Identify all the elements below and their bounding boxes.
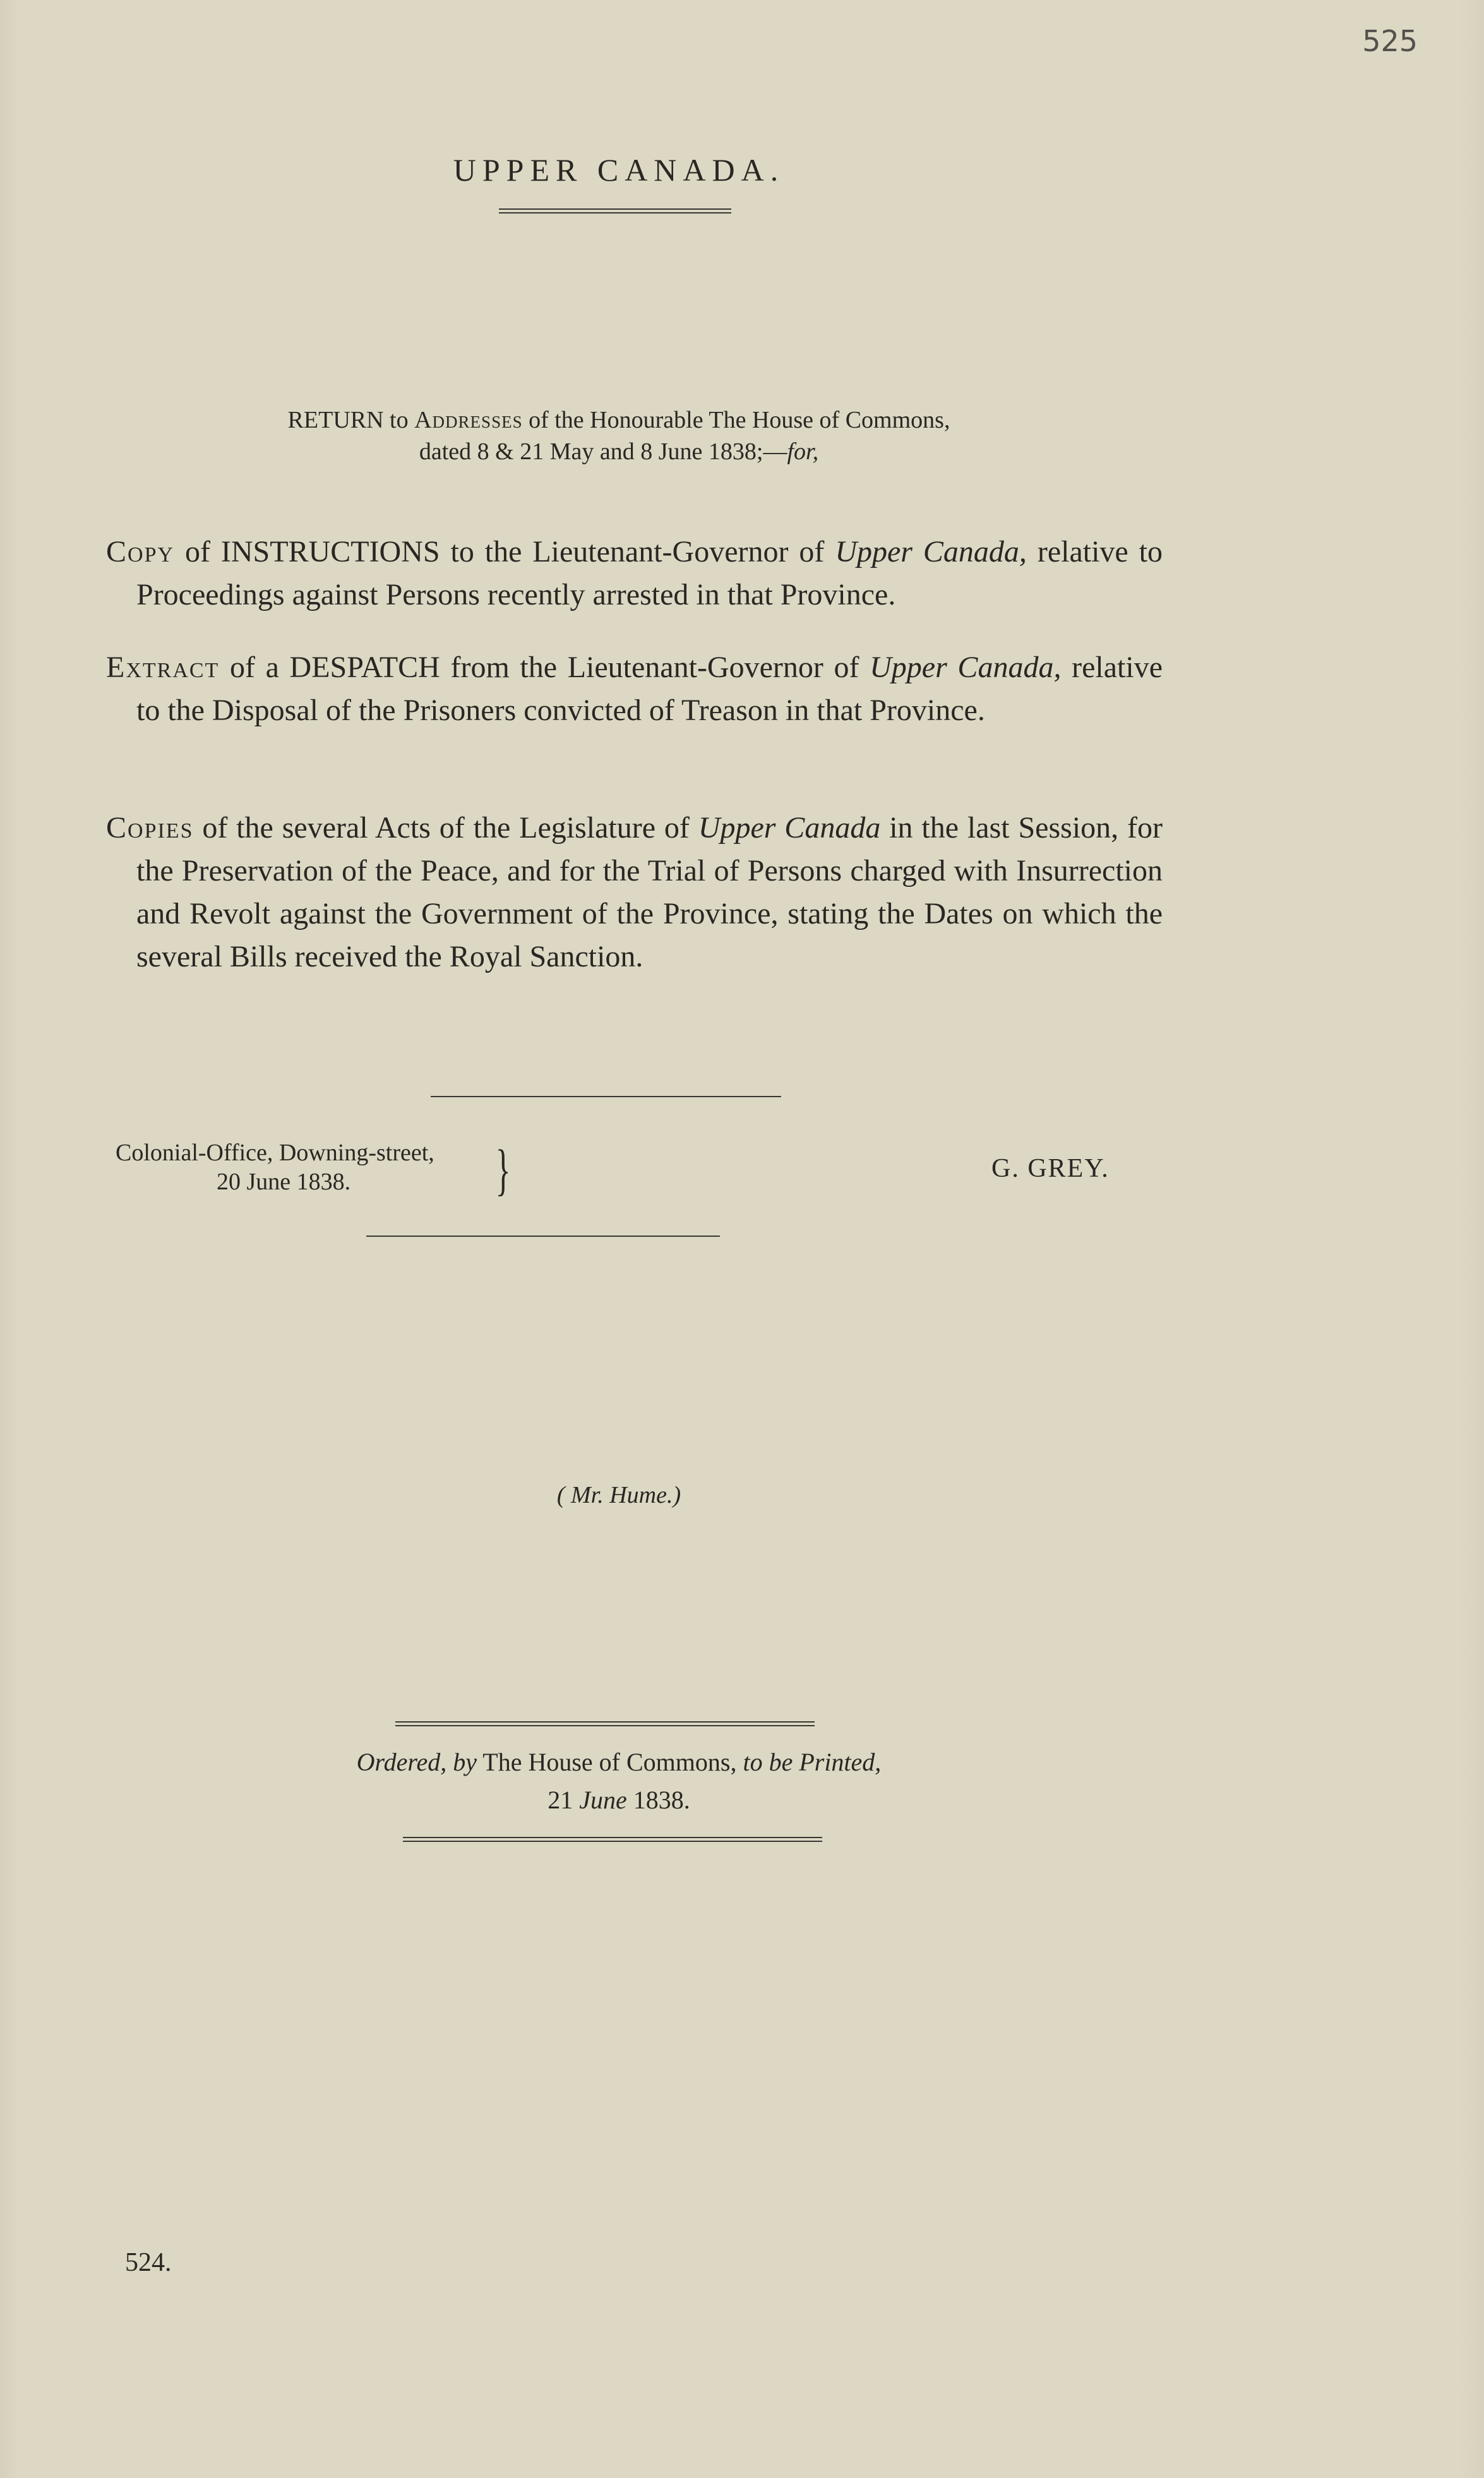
ordered-date: 21 June 1838. [548,1786,690,1814]
item-instructions: Copy of INSTRUCTIONS to the Lieutenant-Governor of Upper Canada, relative to Proceedings against Persons recently arrested in that Province. [106,535,1163,611]
ordered-line: Ordered, by The House of Commons, to be Printed, [356,1748,882,1776]
item-acts: Copies of the several Acts of the Legislature of Upper Canada in the last Session, for the Preservation of the Peace, and for the Trial of Persons charged with Insurrection and Revolt against the Government of the Province, stating the Dates on which the several Bills received the Royal Sanction. [106,811,1163,973]
separator-rule [431,1096,781,1097]
return-line-2: dated 8 & 21 May and 8 June 1838;—for, [419,438,819,465]
mover-note: ( Mr. Hume.) [556,1482,681,1508]
signatory-name: G. GREY. [991,1154,1110,1183]
brace-symbol: } [495,1139,511,1201]
ordered-top-rule [395,1721,815,1726]
footer-number: 524. [125,2248,172,2277]
ordered-bottom-rule [403,1837,822,1842]
signature-office-date: Colonial-Office, Downing-street, 20 June 1838. [116,1140,434,1195]
ordered-notice [0,1743,1238,1819]
title-double-rule [499,208,731,214]
return-header [0,404,1238,467]
item-despatch: Extract of a DESPATCH from the Lieutenant-Governor of Upper Canada, relative to the Disposal of the Prisoners convicted of Treason in that Province. [106,651,1163,727]
page-number: 525 [1362,24,1418,58]
signature-rule [366,1236,720,1237]
return-line-1: RETURN to Addresses of the Honourable The House of Commons, [287,407,950,433]
document-title: UPPER CANADA. [453,152,785,188]
